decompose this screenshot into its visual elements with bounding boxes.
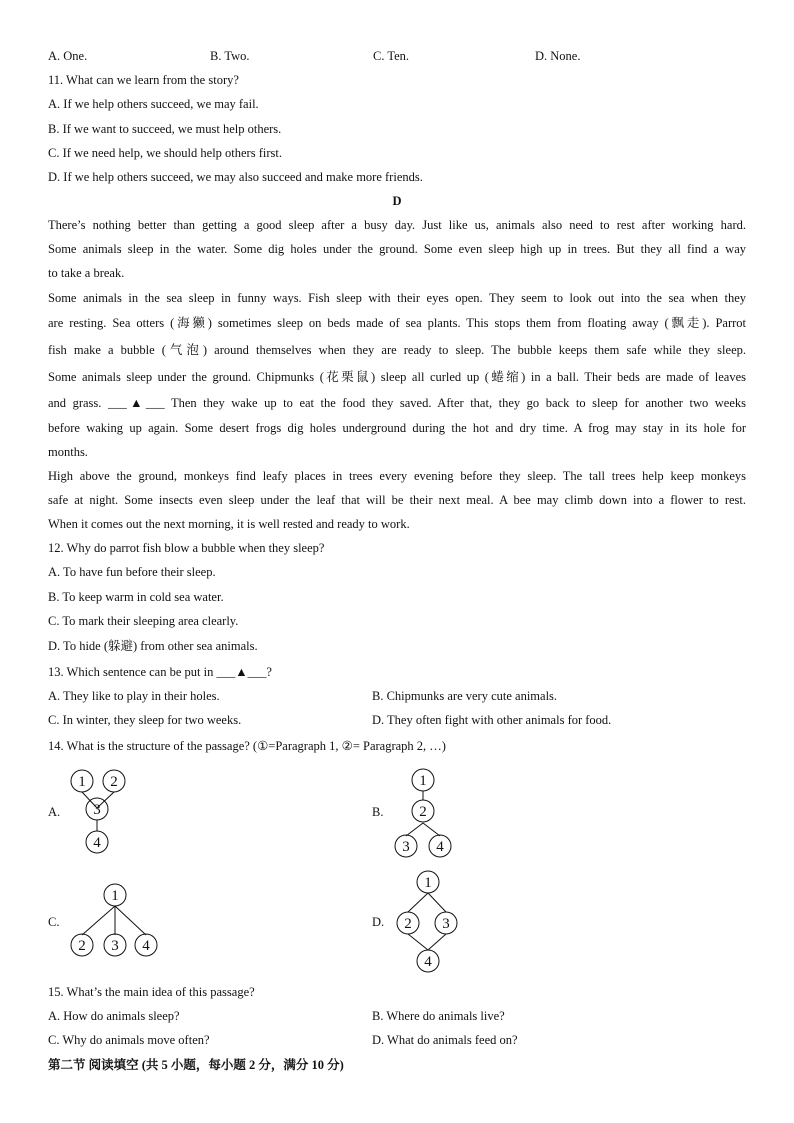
q11-question: 11. What can we learn from the story?: [48, 73, 239, 87]
q14-label-b: B.: [372, 805, 384, 819]
passage-line: Some animals sleep in the water. Some dig holes under the ground. Some even sleep high up in trees. But they all find a way: [48, 242, 746, 256]
node-label: 1: [78, 774, 86, 790]
node-label: 2: [404, 916, 412, 932]
passage-line: fish make a bubble (气泡) around themselves when they are ready to sleep. The bubble keeps them safe while they sleep.: [48, 343, 746, 357]
q15-option-d: D. What do animals feed on?: [372, 1033, 518, 1047]
node-label: 3: [402, 839, 410, 855]
q12-option-d: D. To hide (躲避) from other sea animals.: [48, 639, 258, 653]
node-label: 3: [111, 938, 119, 954]
passage-line: Some animals sleep under the ground. Chipmunks (花栗鼠) sleep all curled up (蜷缩) in a ball. Their beds are made of leaves: [48, 370, 746, 384]
q15-question: 15. What’s the main idea of this passage?: [48, 985, 255, 999]
node-label: 4: [436, 839, 444, 855]
passage-line: are resting. Sea otters (海獭) sometimes sleep on beds made of sea plants. This stops them from floating away (飘走). Parrot: [48, 316, 746, 330]
q10-option-a: A. One.: [48, 49, 88, 63]
q15-option-a: A. How do animals sleep?: [48, 1009, 180, 1023]
passage-line: Some animals in the sea sleep in funny ways. Fish sleep with their eyes open. They seem to look out into the sea when they: [48, 291, 746, 305]
q13-option-c: C. In winter, they sleep for two weeks.: [48, 713, 242, 727]
node-label: 1: [419, 773, 427, 789]
node-label: 1: [424, 875, 432, 891]
q15-option-c: C. Why do animals move often?: [48, 1033, 210, 1047]
q11-option-d: D. If we help others succeed, we may also succeed and make more friends.: [48, 170, 423, 184]
passage-line: There’s nothing better than getting a good sleep after a busy day. Just like us, animals also need to rest after working hard.: [48, 218, 746, 232]
q11-option-a: A. If we help others succeed, we may fail.: [48, 97, 259, 111]
diagram-c-edge: [82, 906, 115, 935]
passage-line: High above the ground, monkeys find leafy places in trees every evening before they sleep. The tall trees help keep monkeys: [48, 469, 746, 483]
passage-line: When it comes out the next morning, it is well rested and ready to work.: [48, 517, 410, 531]
diagram-c-edge: [115, 906, 146, 935]
passage-line: and grass. ___▲___ Then they wake up to eat the food they saved. After that, they go back to sleep for another two weeks: [48, 396, 746, 410]
q14-label-c: C.: [48, 915, 60, 929]
node-label: 4: [142, 938, 150, 954]
q10-option-b: B. Two.: [210, 49, 250, 63]
diagram-b-edge: [423, 823, 440, 836]
diagram-d-edge: [428, 893, 446, 912]
q14-label-d: D.: [372, 915, 385, 929]
section-title: D: [392, 194, 402, 208]
q11-option-c: C. If we need help, we should help others first.: [48, 146, 282, 160]
node-label: 2: [78, 938, 86, 954]
q14-question: 14. What is the structure of the passage? (①=Paragraph 1, ②= Paragraph 2, …): [48, 739, 446, 753]
passage-line: safe at night. Some insects even sleep under the leaf that will be their next meal. A bee may climb down into a flower to rest.: [48, 493, 746, 507]
node-label: 3: [93, 802, 101, 818]
node-label: 4: [93, 835, 101, 851]
node-label: 3: [442, 916, 450, 932]
node-label: 4: [424, 954, 432, 970]
q14-label-a: A.: [48, 805, 61, 819]
diagram-d-edge: [408, 893, 428, 912]
q12-question: 12. Why do parrot fish blow a bubble when they sleep?: [48, 541, 325, 555]
q10-option-c: C. Ten.: [373, 49, 410, 63]
node-label: 2: [419, 804, 427, 820]
q13-question: 13. Which sentence can be put in ___▲___?: [48, 665, 272, 679]
passage-line: to take a break.: [48, 266, 125, 280]
diagram-d-edge: [408, 934, 428, 950]
q11-option-b: B. If we want to succeed, we must help others.: [48, 122, 282, 136]
q12-option-c: C. To mark their sleeping area clearly.: [48, 614, 239, 628]
q12-option-a: A. To have fun before their sleep.: [48, 565, 216, 579]
diagram-b-edge: [406, 823, 423, 836]
q13-option-b: B. Chipmunks are very cute animals.: [372, 689, 558, 703]
q15-option-b: B. Where do animals live?: [372, 1009, 505, 1023]
passage-line: before waking up again. Some desert frogs dig holes underground during the hot and dry time. A frog may stay in its hole for: [48, 421, 746, 435]
q10-option-d: D. None.: [535, 49, 581, 63]
passage-line: months.: [48, 445, 88, 459]
q12-option-b: B. To keep warm in cold sea water.: [48, 590, 224, 604]
node-label: 2: [110, 774, 118, 790]
q13-option-a: A. They like to play in their holes.: [48, 689, 220, 703]
node-label: 1: [111, 888, 119, 904]
diagram-d-edge: [428, 934, 446, 950]
q13-option-d: D. They often fight with other animals for food.: [372, 713, 612, 727]
section-heading: 第二节 阅读填空 (共 5 小题，每小题 2 分，满分 10 分): [48, 1058, 344, 1072]
